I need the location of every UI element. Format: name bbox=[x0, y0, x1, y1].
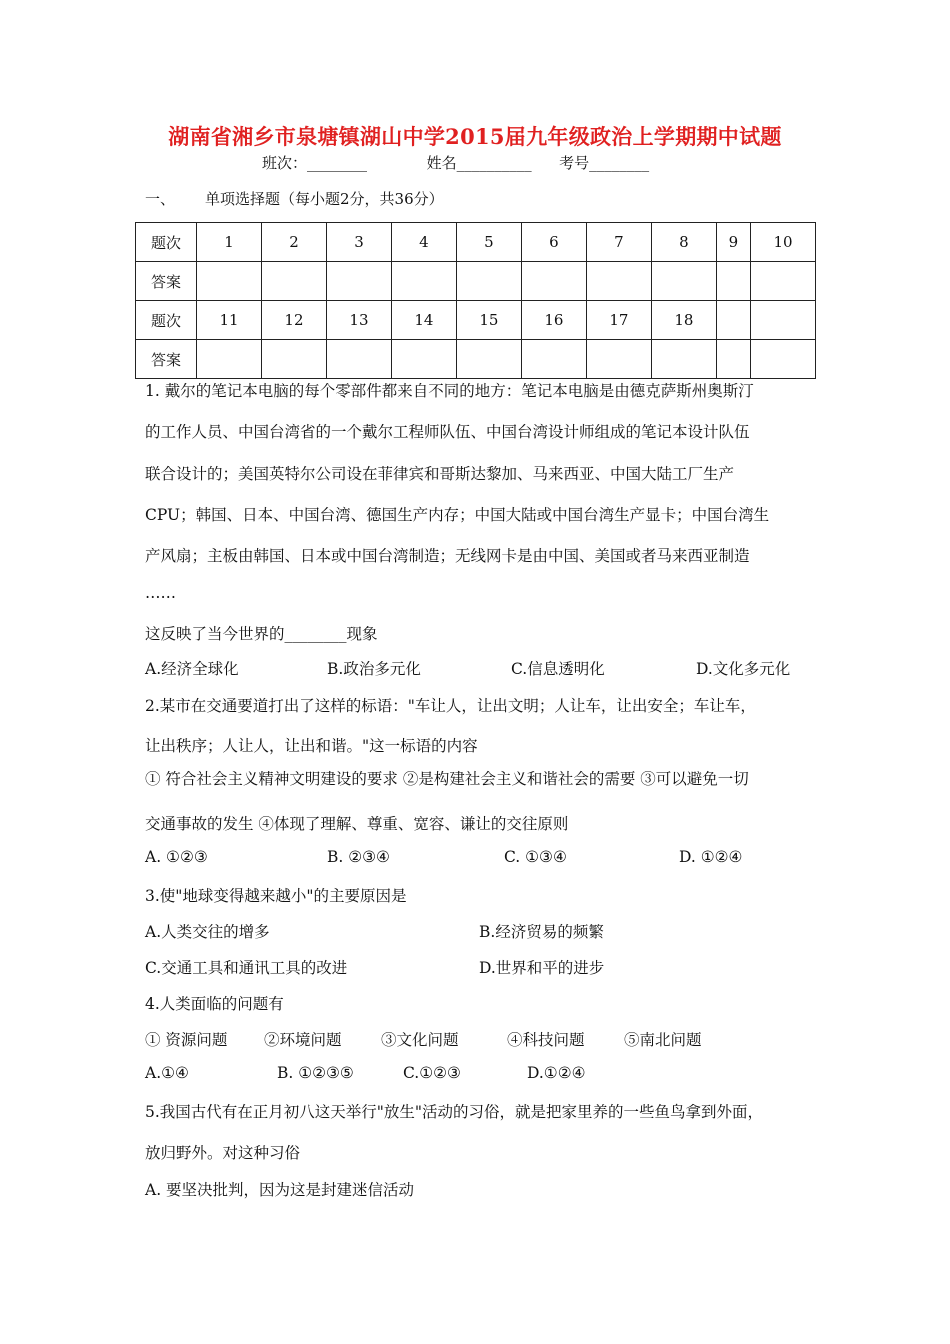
table-cell: 14 bbox=[391, 301, 456, 340]
answer-cell[interactable] bbox=[197, 262, 262, 301]
q1-option-c: C.信息透明化 bbox=[511, 660, 605, 678]
table-cell: 15 bbox=[456, 301, 521, 340]
class-field: 班次：________ bbox=[262, 154, 368, 172]
table-row bbox=[136, 262, 816, 301]
table-cell: 2 bbox=[261, 223, 326, 262]
q1-option-a: A.经济全球化 bbox=[145, 660, 239, 678]
q3-option-d: D.世界和平的进步 bbox=[479, 959, 605, 977]
answer-cell[interactable] bbox=[651, 262, 716, 301]
answer-cell[interactable] bbox=[456, 340, 521, 379]
table-cell: 16 bbox=[521, 301, 586, 340]
answer-cell[interactable] bbox=[197, 340, 262, 379]
name-field: 姓名__________ bbox=[426, 154, 532, 172]
q4-item-2: ②环境问题 bbox=[264, 1031, 342, 1049]
table-cell: 17 bbox=[586, 301, 651, 340]
q4-option-a: A.①④ bbox=[145, 1064, 189, 1082]
table-cell: 3 bbox=[326, 223, 391, 262]
q3-option-b: B.经济贸易的频繁 bbox=[479, 923, 604, 941]
student-info bbox=[262, 152, 649, 173]
answer-cell[interactable] bbox=[391, 340, 456, 379]
table-cell: 5 bbox=[456, 223, 521, 262]
table-cell: 4 bbox=[391, 223, 456, 262]
q2-option-d: D. ①②④ bbox=[679, 848, 743, 866]
q4-option-b: B. ①②③⑤ bbox=[277, 1064, 354, 1082]
table-cell: 7 bbox=[586, 223, 651, 262]
answer-cell[interactable] bbox=[391, 262, 456, 301]
question-2-text: 让出秩序；人让人，让出和谐。"这一标语的内容 bbox=[145, 737, 478, 755]
table-cell: 9 bbox=[716, 223, 750, 262]
question-1-text: 产风扇；主板由韩国、日本或中国台湾制造；无线网卡是由中国、美国或者马来西亚制造 bbox=[145, 547, 750, 565]
question-1-text: CPU；韩国、日本、中国台湾、德国生产内存；中国大陆或中国台湾生产显卡；中国台湾生 bbox=[145, 506, 770, 524]
table-cell: 12 bbox=[261, 301, 326, 340]
table-cell: 题次 bbox=[136, 223, 197, 262]
table-cell: 13 bbox=[326, 301, 391, 340]
q4-item-5: ⑤南北问题 bbox=[624, 1031, 702, 1049]
answer-cell[interactable] bbox=[326, 340, 391, 379]
answer-cell[interactable] bbox=[651, 340, 716, 379]
q2-option-c: C. ①③④ bbox=[504, 848, 567, 866]
answer-cell[interactable] bbox=[716, 340, 750, 379]
table-cell: 18 bbox=[651, 301, 716, 340]
answer-cell[interactable] bbox=[586, 262, 651, 301]
number-field: 考号________ bbox=[559, 154, 650, 172]
answer-cell[interactable] bbox=[716, 262, 750, 301]
q4-item-3: ③文化问题 bbox=[381, 1031, 459, 1049]
answer-cell[interactable] bbox=[261, 262, 326, 301]
question-1-text: 联合设计的；美国英特尔公司设在菲律宾和哥斯达黎加、马来西亚、中国大陆工厂生产 bbox=[145, 465, 735, 483]
q4-item-4: ④科技问题 bbox=[507, 1031, 585, 1049]
q5-option-a: A. 要坚决批判，因为这是封建迷信活动 bbox=[145, 1181, 415, 1199]
table-cell: 11 bbox=[197, 301, 262, 340]
table-row bbox=[136, 340, 816, 379]
answer-cell[interactable] bbox=[586, 340, 651, 379]
table-row bbox=[136, 301, 816, 340]
table-cell bbox=[750, 301, 815, 340]
answer-cell[interactable] bbox=[750, 340, 815, 379]
q2-option-b: B. ②③④ bbox=[327, 848, 390, 866]
question-2-text: ① 符合社会主义精神文明建设的要求 ②是构建社会主义和谐社会的需要 ③可以避免一切 bbox=[145, 770, 749, 788]
answer-cell[interactable] bbox=[521, 262, 586, 301]
question-2-text: 2.某市在交通要道打出了这样的标语："车让人，让出文明；人让车，让出安全；车让车， bbox=[145, 697, 756, 715]
table-cell bbox=[716, 301, 750, 340]
table-cell: 1 bbox=[197, 223, 262, 262]
question-1-text: 的工作人员、中国台湾省的一个戴尔工程师队伍、中国台湾设计师组成的笔记本设计队伍 bbox=[145, 423, 750, 441]
answer-cell[interactable] bbox=[261, 340, 326, 379]
section-number: 一、 bbox=[145, 190, 176, 208]
answer-cell[interactable] bbox=[456, 262, 521, 301]
q3-option-c: C.交通工具和通讯工具的改进 bbox=[145, 959, 348, 977]
table-cell: 答案 bbox=[136, 340, 197, 379]
question-5-text: 5.我国古代有在正月初八这天举行"放生"活动的习俗，就是把家里养的一些鱼鸟拿到外面， bbox=[145, 1103, 764, 1121]
table-cell: 答案 bbox=[136, 262, 197, 301]
question-5-text: 放归野外。对这种习俗 bbox=[145, 1144, 301, 1162]
question-3-text: 3.使"地球变得越来越小"的主要原因是 bbox=[145, 887, 407, 905]
table-cell: 题次 bbox=[136, 301, 197, 340]
q4-option-c: C.①②③ bbox=[403, 1064, 461, 1082]
section-heading bbox=[145, 188, 444, 209]
question-1-text: …… bbox=[145, 584, 176, 602]
answer-cell[interactable] bbox=[326, 262, 391, 301]
section-title: 单项选择题（每小题2分，共36分） bbox=[205, 190, 444, 208]
q3-option-a: A.人类交往的增多 bbox=[145, 923, 270, 941]
answer-cell[interactable] bbox=[521, 340, 586, 379]
table-cell: 10 bbox=[750, 223, 815, 262]
table-row bbox=[136, 223, 816, 262]
question-1-text: 1. 戴尔的笔记本电脑的每个零部件都来自不同的地方：笔记本电脑是由德克萨斯州奥斯汀 bbox=[145, 382, 754, 400]
exam-title: 湖南省湘乡市泉塘镇湖山中学2015届九年级政治上学期期中试题 bbox=[168, 124, 782, 149]
question-2-text: 交通事故的发生 ④体现了理解、尊重、宽容、谦让的交往原则 bbox=[145, 815, 569, 833]
q4-option-d: D.①②④ bbox=[527, 1064, 586, 1082]
q4-item-1: ① 资源问题 bbox=[145, 1031, 228, 1049]
question-4-text: 4.人类面临的问题有 bbox=[145, 995, 284, 1013]
answer-table bbox=[135, 222, 816, 379]
q2-option-a: A. ①②③ bbox=[145, 848, 208, 866]
table-cell: 6 bbox=[521, 223, 586, 262]
q1-option-b: B.政治多元化 bbox=[327, 660, 421, 678]
table-cell: 8 bbox=[651, 223, 716, 262]
q1-option-d: D.文化多元化 bbox=[696, 660, 791, 678]
answer-cell[interactable] bbox=[750, 262, 815, 301]
question-1-text: 这反映了当今世界的________现象 bbox=[145, 625, 378, 643]
